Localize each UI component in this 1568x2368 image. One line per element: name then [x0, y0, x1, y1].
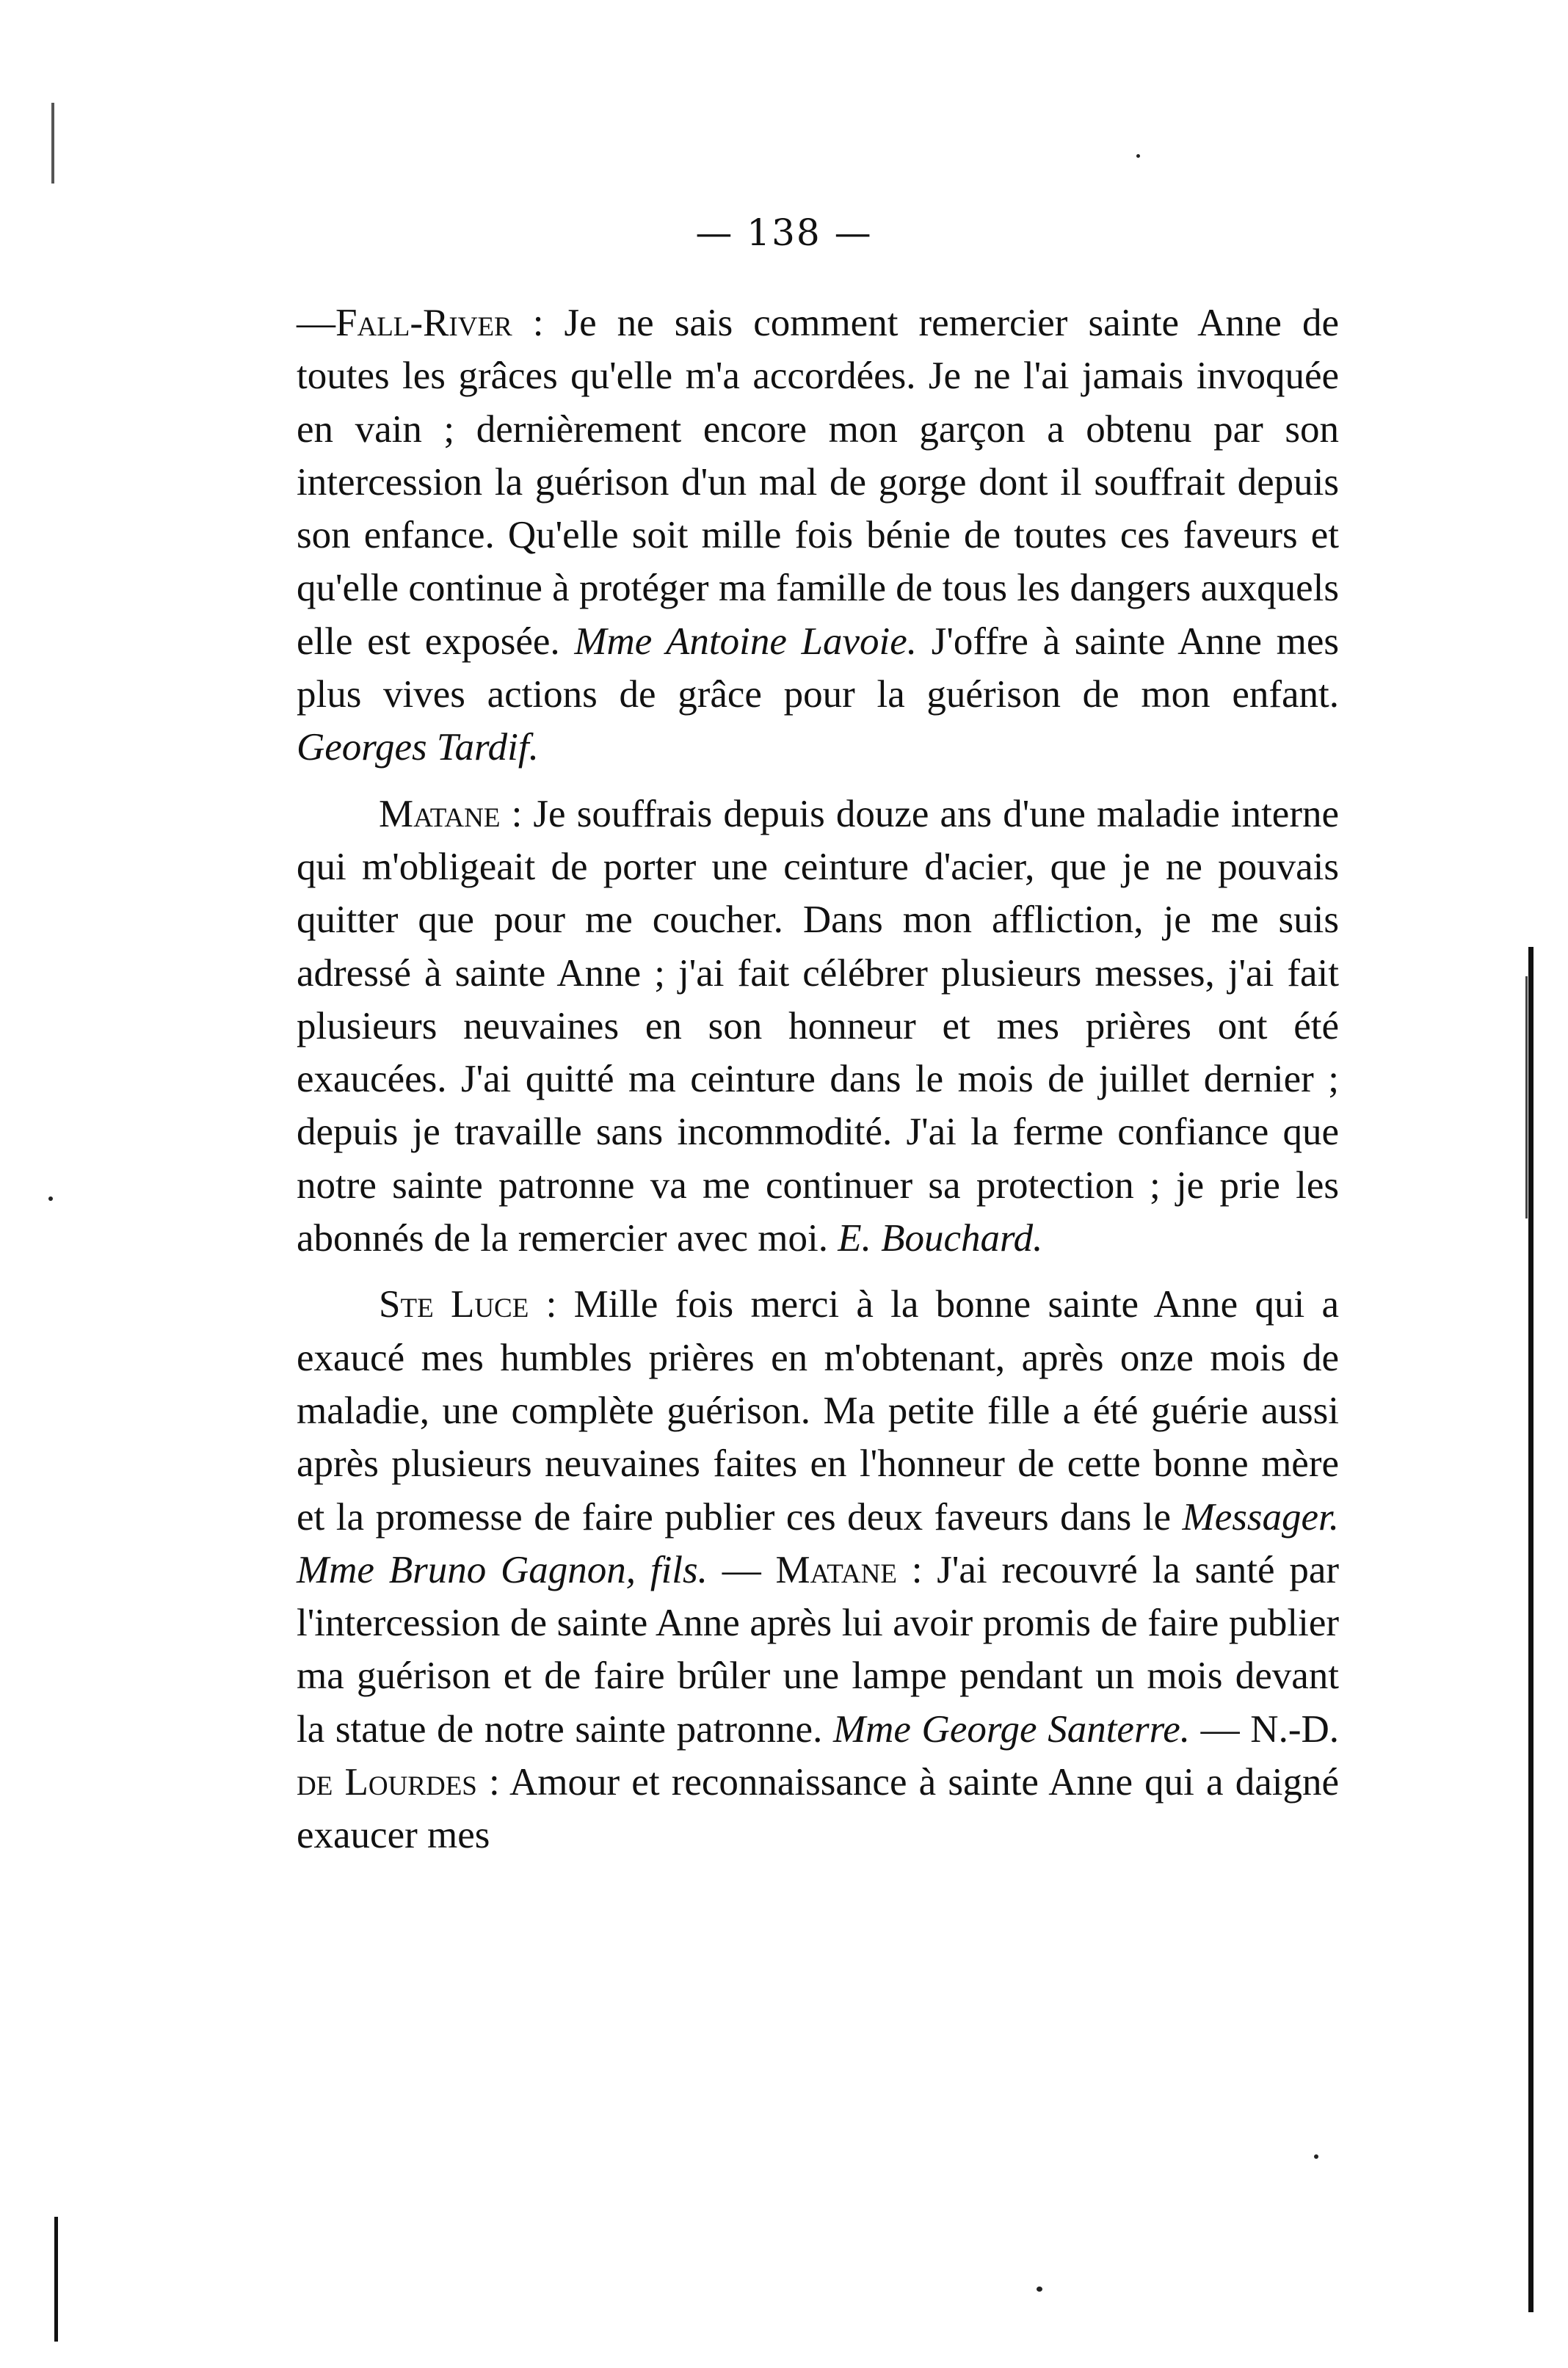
testimony-text: : Mille fois merci à la bonne sainte Anne qui a exaucé mes humbles prières en m'obtenant, après onze mois de maladie, une complète guérison. Ma petite fille a été guérie aussi après plusieurs neuvaines faites en l'honneur de cette bonne mère et la promesse de faire publier ces deux faveurs dans le — [297, 1283, 1339, 1539]
signature: Mme George Santerre. — [832, 1707, 1190, 1751]
testimony-matane — [297, 788, 1339, 1265]
speck — [1136, 154, 1140, 158]
testimony-text: : J'ai recouvré la santé par l'intercession de sainte Anne après lui avoir promis de faire publier ma guérison et de faire brûler une lampe pendant un mois devant la statue de notre sainte patronne. — [297, 1548, 1340, 1751]
place-name: —Fall-River — [297, 302, 512, 344]
speck — [1314, 2154, 1318, 2159]
testimony-text: : Je souffrais depuis douze ans d'une maladie interne qui m'obligeait de porter une ceinture d'acier, que je ne pouvais quitter que pour me coucher. Dans mon affliction, je me suis adressé à sainte Anne ; j'ai fait célébrer plusieurs messes, j'ai fait plusieurs neuvaines en son honneur et mes prières ont été exaucées. J'ai quitté ma ceinture dans le mois de juillet dernier ; depuis je travaille sans incommodité. J'ai la ferme confiance que notre sainte patronne va me continuer sa protection ; je prie les abonnés de la remercier avec moi. — [297, 792, 1339, 1260]
right-margin-rule — [1528, 947, 1533, 2312]
place-name: Ste Luce — [379, 1283, 529, 1326]
testimony-text: J'offre à sainte Anne mes plus vives actions de grâce pour la guérison de mon enfant. — [297, 620, 1339, 716]
testimony-text: : Amour et reconnaissance à sainte Anne qui a daigné exaucer mes — [297, 1761, 1339, 1857]
separator: — — [1190, 1707, 1251, 1751]
testimony-text: : Je ne sais comment remercier sainte Anne de toutes les grâces qu'elle m'a accordées. Je ne l'ai jamais invoquée en vain ; dernièrement encore mon garçon a obtenu par son intercession la guérison d'un mal de gorge dont il souffrait depuis son enfance. Qu'elle soit mille fois bénie de toutes ces faveurs et qu'elle continue à protéger ma famille de tous les dangers auxquels elle est exposée. — [297, 302, 1339, 663]
testimony-fall-river — [297, 297, 1339, 774]
signature: Georges Tardif. — [297, 726, 539, 769]
body-text — [297, 297, 1339, 1862]
separator: — — [707, 1548, 776, 1591]
signature: E. Bouchard. — [838, 1217, 1043, 1260]
place-name: Matane — [379, 792, 501, 835]
place-name: Matane — [775, 1548, 897, 1591]
right-margin-rule-upper — [1525, 976, 1528, 1218]
page-number: — 138 — — [695, 211, 873, 254]
speck — [1037, 2287, 1042, 2292]
place-name: N.-D. de Lourdes — [297, 1707, 1339, 1804]
left-edge-mark-2 — [54, 2217, 58, 2342]
signature: Mme Antoine Lavoie. — [574, 620, 918, 663]
testimony-ste-luce — [297, 1278, 1339, 1862]
left-edge-mark — [51, 103, 54, 184]
speck — [48, 1196, 53, 1201]
signature: Mme Bruno Gagnon, fils. — [297, 1548, 708, 1591]
magazine-title: Messager. — [1182, 1495, 1339, 1539]
